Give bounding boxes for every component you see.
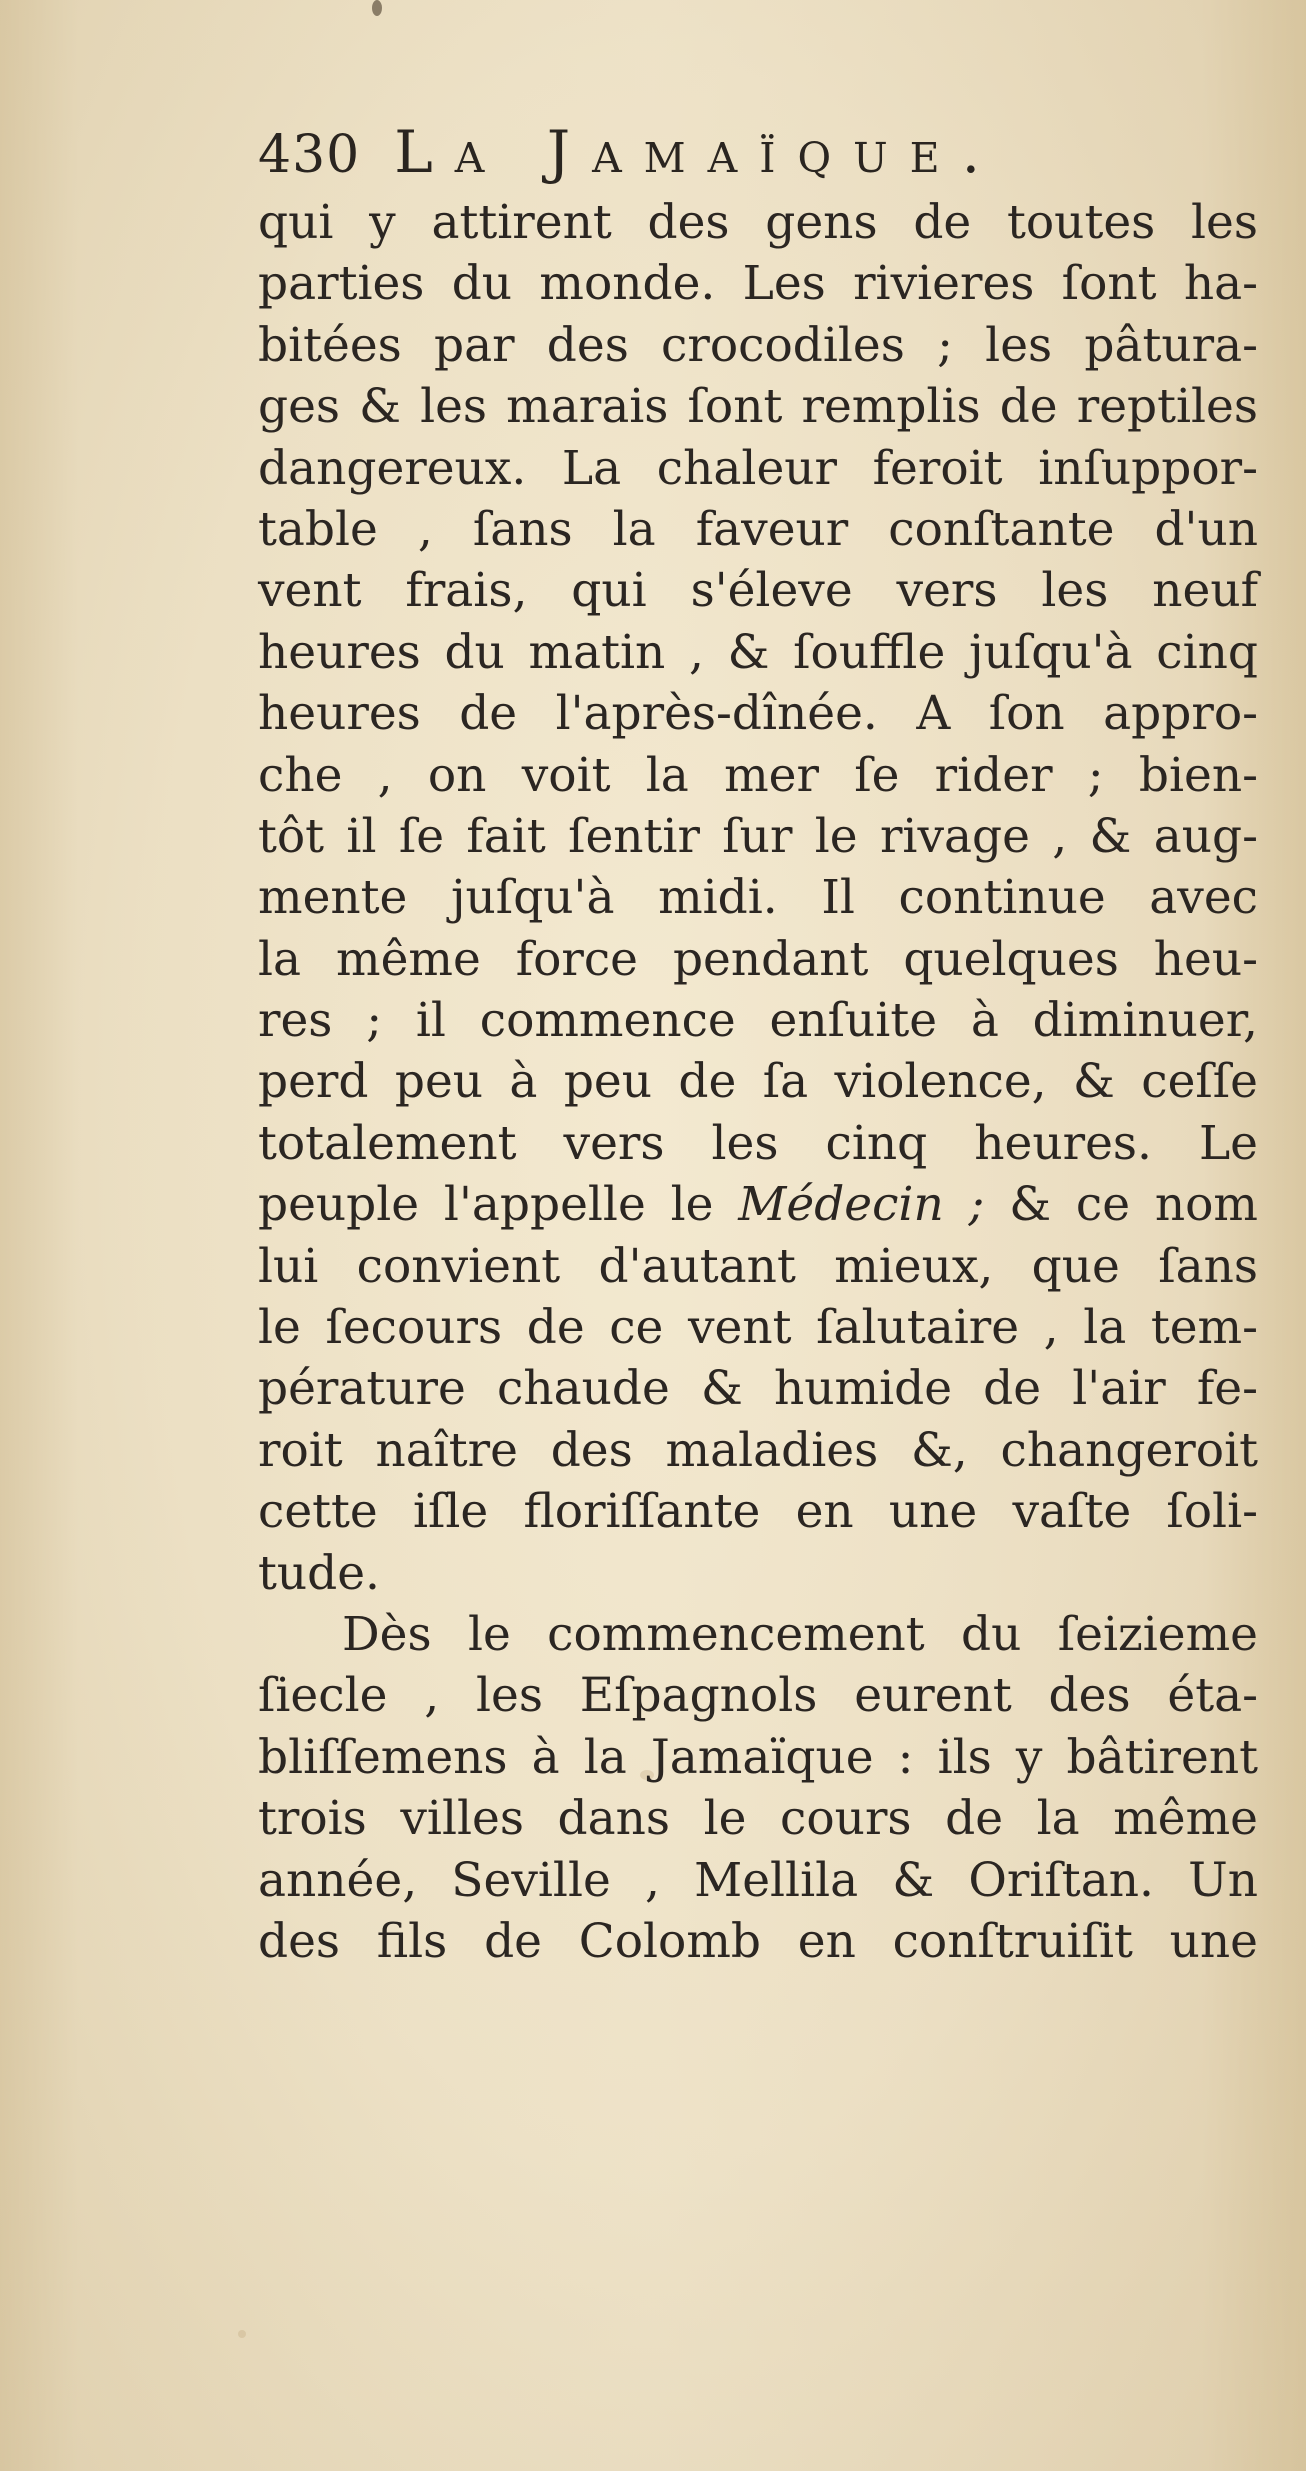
text-line: perd peu à peu de ſa violence, & ceſſe: [258, 1054, 1258, 1110]
text-line: totalement vers les cinq heures. Le: [258, 1115, 1258, 1171]
text-line: heures de l'après-dînée. A ſon appro-: [258, 686, 1258, 742]
text-line: trois villes dans le cours de la même: [258, 1791, 1258, 1847]
text-segment: & ce nom: [1009, 1177, 1258, 1233]
running-head: La Jamaïque.: [394, 118, 1003, 186]
paper-stain: [372, 0, 382, 16]
text-line: tôt il ſe fait ſentir ſur le rivage , & aug-: [258, 808, 1258, 864]
text-line: ſiecle , les Eſpagnols eurent des éta-: [258, 1668, 1258, 1724]
text-line: cette iſle floriſſante en une vaſte ſoli-: [258, 1484, 1258, 1540]
text-line: ges & les marais ſont remplis de reptiles: [258, 379, 1258, 435]
text-line: année, Seville , Mellila & Oriſtan. Un: [258, 1852, 1258, 1908]
text-line: heures du matin , & ſouffle juſqu'à cinq: [258, 624, 1258, 680]
text-line: qui y attirent des gens de toutes les: [258, 195, 1258, 250]
text-line: Dès le commencement du ſeizieme: [342, 1606, 1258, 1662]
text-line: mente juſqu'à midi. Il continue avec: [258, 870, 1258, 926]
text-line: tude.: [258, 1545, 380, 1601]
text-line: bitées par des crocodiles ; les pâtura-: [258, 317, 1258, 373]
text-line: table , ſans la faveur conſtante d'un: [258, 501, 1258, 557]
text-line: bliſſemens à la Jamaïque : ils y bâtirent: [258, 1729, 1258, 1785]
text-line: lui convient d'autant mieux, que ſans: [258, 1238, 1258, 1294]
text-line-with-italic: [258, 1174, 1258, 1235]
text-line: vent frais, qui s'éleve vers les neuf: [258, 563, 1258, 619]
paper-stain: [238, 2330, 246, 2338]
text-line: che , on voit la mer ſe rider ; bien-: [258, 747, 1258, 803]
page-header: [258, 118, 1002, 198]
text-line: roit naître des maladies &, changeroit: [258, 1422, 1258, 1478]
text-line: la même force pendant quelques heu-: [258, 931, 1258, 987]
page-number: 430: [258, 125, 361, 185]
text-line: pérature chaude & humide de l'air fe-: [258, 1361, 1258, 1417]
italic-term: Médecin ;: [738, 1177, 985, 1233]
text-segment: peuple l'appelle le: [258, 1177, 714, 1233]
text-line: parties du monde. Les rivieres ſont ha-: [258, 256, 1258, 312]
text-line: des fils de Colomb en conſtruiſit une: [258, 1913, 1258, 1969]
text-line: dangereux. La chaleur feroit inſuppor-: [258, 440, 1258, 496]
text-line: res ; il commence enſuite à diminuer,: [258, 993, 1258, 1049]
text-line: le ſecours de ce vent ſalutaire , la tem-: [258, 1300, 1258, 1356]
body-text: [258, 192, 1258, 1972]
